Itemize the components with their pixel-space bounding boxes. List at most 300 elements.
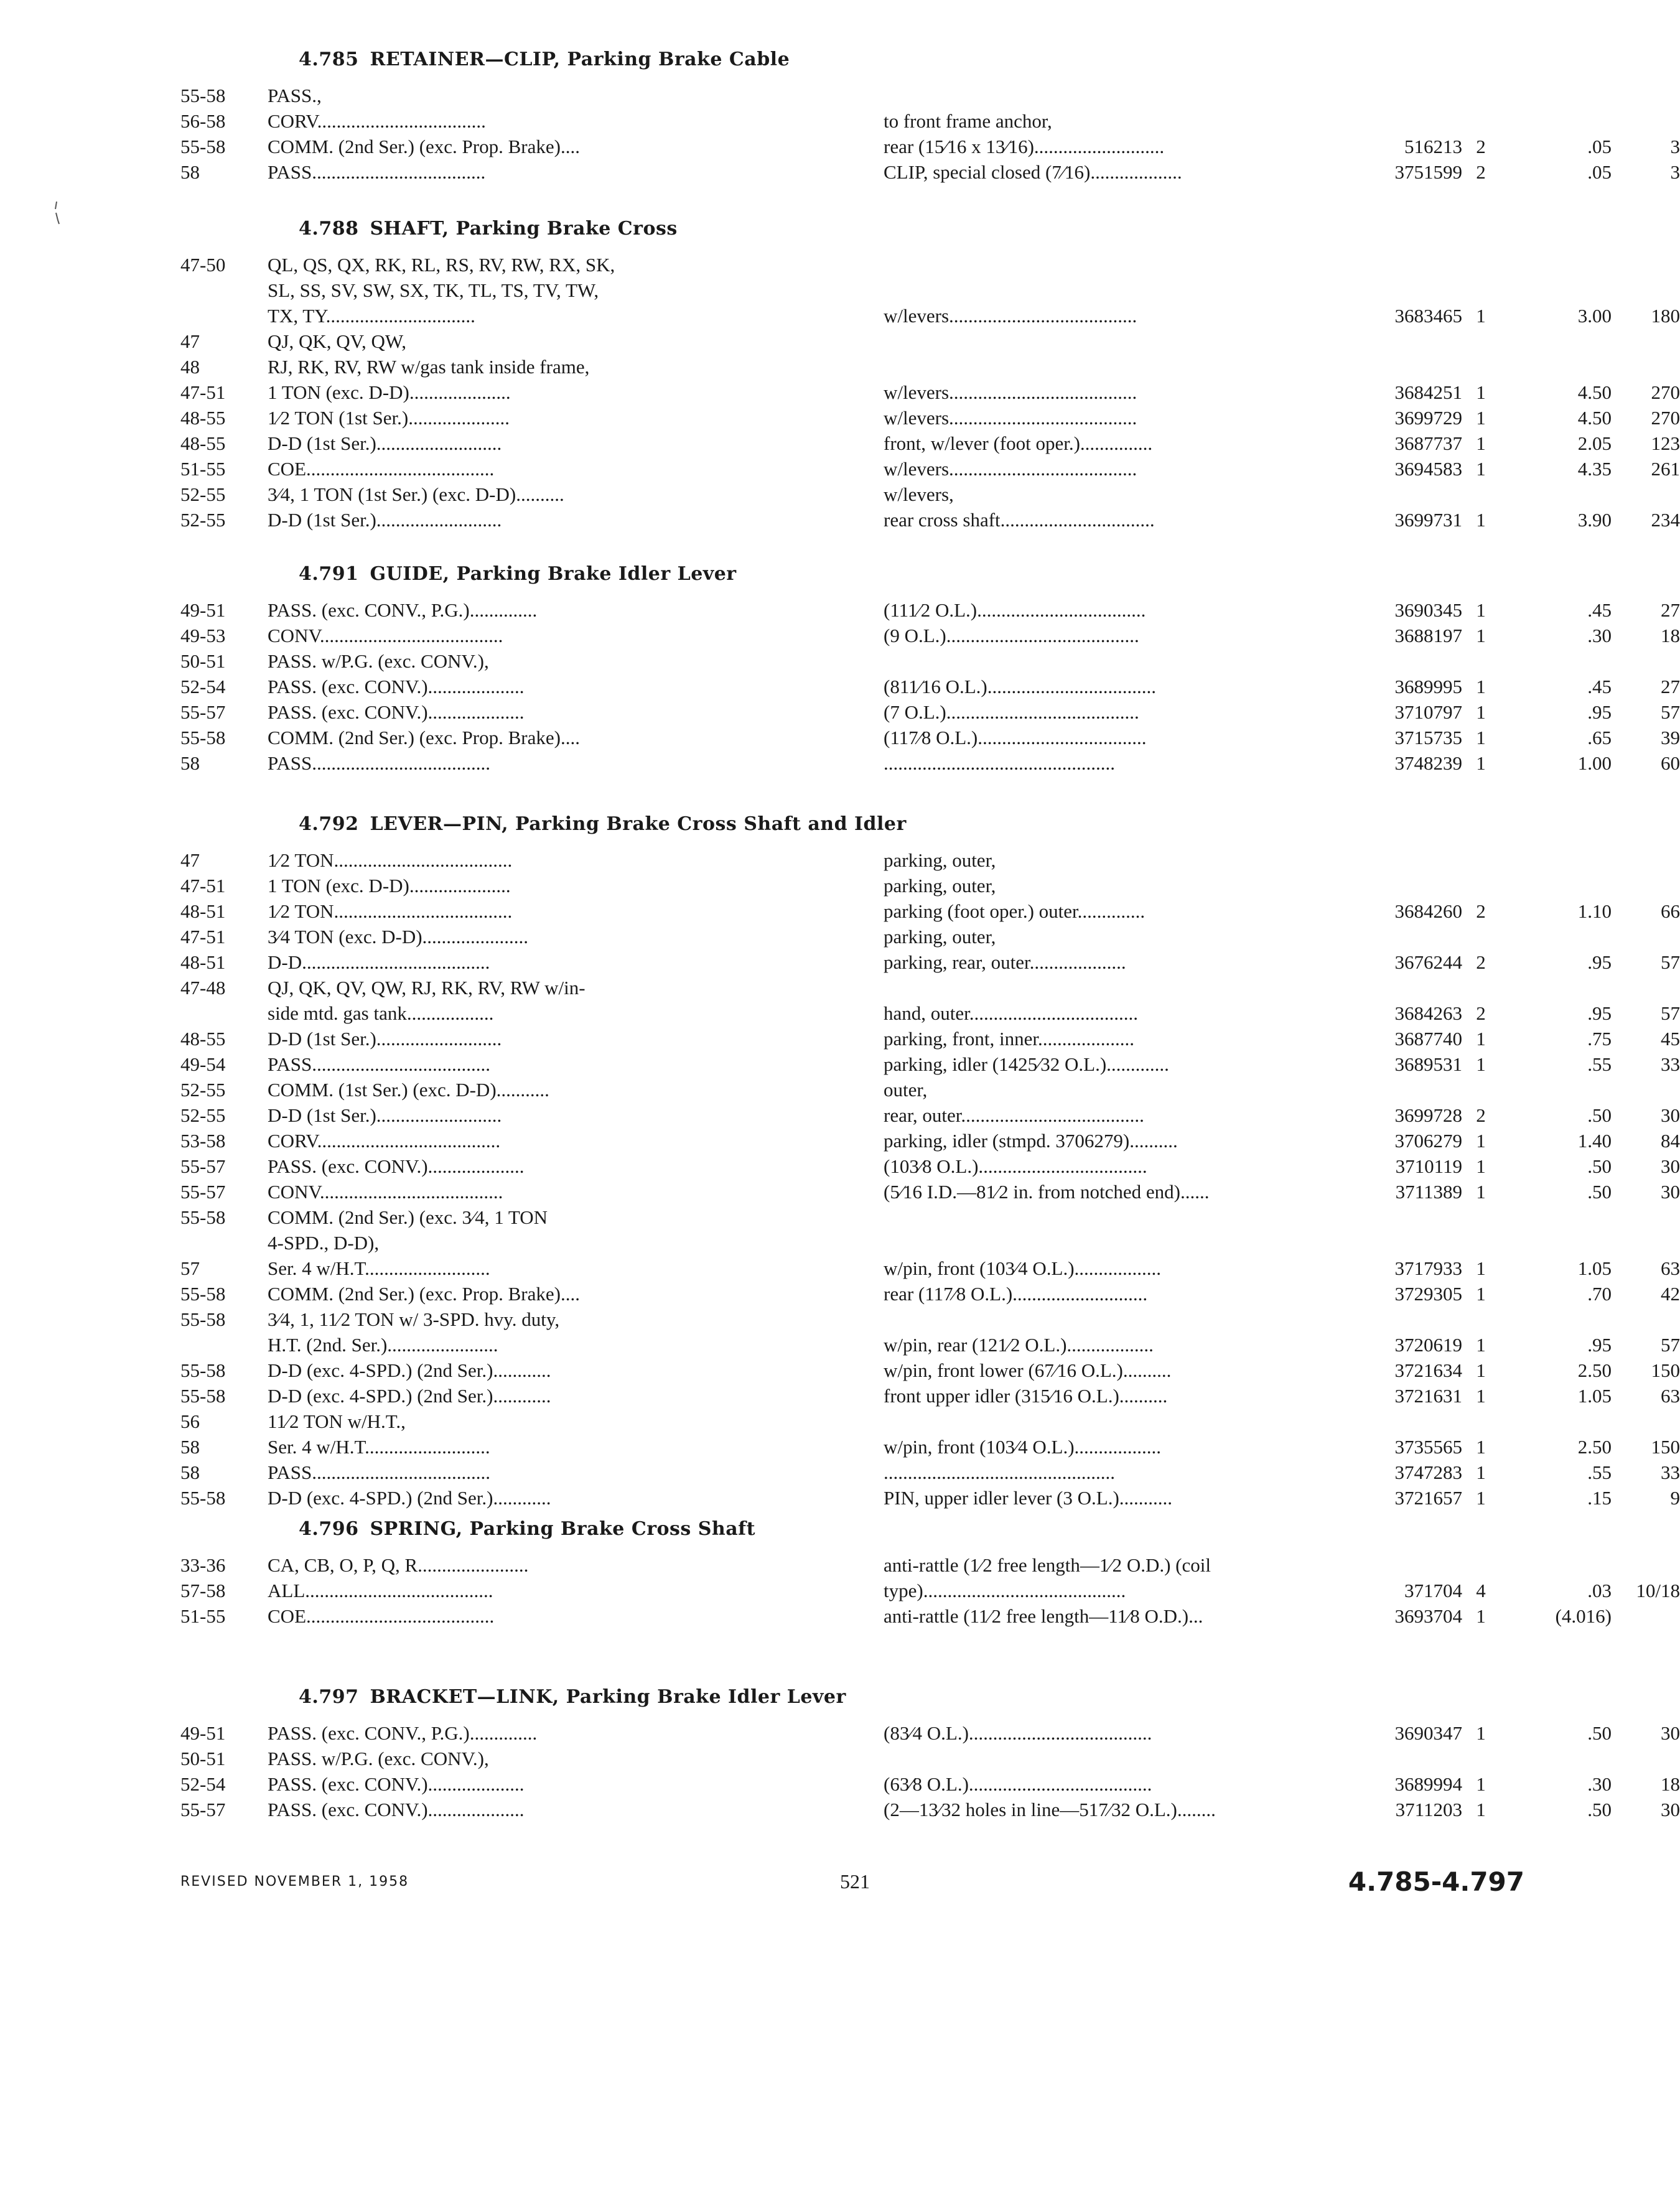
cell-year: 47-48 xyxy=(180,977,226,999)
cell-amt: 45 xyxy=(1661,1028,1680,1050)
cell-year: 56 xyxy=(180,1410,200,1432)
cell-amt: 270 xyxy=(1651,407,1680,429)
table-row xyxy=(180,674,1680,699)
cell-amt: 18 xyxy=(1661,1773,1680,1795)
table-row xyxy=(180,508,1680,533)
table-row xyxy=(180,751,1680,776)
cell-amt: 39 xyxy=(1661,727,1680,748)
cell-qty: 1 xyxy=(1476,727,1486,748)
cell-amt: 57 xyxy=(1661,951,1680,973)
cell-qty: 1 xyxy=(1476,1359,1486,1381)
cell-qty: 1 xyxy=(1476,1773,1486,1795)
section-title: LEVER—PIN, Parking Brake Cross Shaft and Idler xyxy=(370,813,907,835)
cell-qty: 2 xyxy=(1476,136,1486,157)
cell-year: 48-51 xyxy=(180,951,226,973)
cell-price: .45 xyxy=(1587,676,1612,697)
cell-qty: 1 xyxy=(1476,599,1486,621)
section-number: 4.791 xyxy=(299,563,359,585)
cell-app: QL, QS, QX, RK, RL, RS, RV, RW, RX, SK, xyxy=(268,254,615,276)
table-row xyxy=(180,1231,1512,1256)
cell-year: 47-51 xyxy=(180,926,226,948)
cell-app: 4-SPD., D-D), xyxy=(268,1232,380,1254)
cell-price: .95 xyxy=(1587,1002,1612,1024)
cell-desc: rear, outer...................................... xyxy=(884,1104,1144,1126)
cell-price: .50 xyxy=(1587,1799,1612,1820)
cell-app: Ser. 4 w/H.T.......................... xyxy=(268,1257,490,1279)
cell-app: RJ, RK, RV, RW w/gas tank inside frame, xyxy=(268,356,590,378)
cell-desc: w/pin, rear (121⁄2 O.L.).................. xyxy=(884,1334,1154,1356)
table-row xyxy=(180,1772,1680,1797)
cell-amt: 30 xyxy=(1661,1104,1680,1126)
cell-year: 56-58 xyxy=(180,110,226,132)
cell-year: 57-58 xyxy=(180,1580,226,1601)
cell-year: 48-55 xyxy=(180,407,226,429)
cell-app: CORV................................... xyxy=(268,110,486,132)
cell-app: SL, SS, SV, SW, SX, TK, TL, TS, TV, TW, xyxy=(268,279,599,301)
cell-part: 3717933 xyxy=(1394,1257,1462,1279)
cell-amt: 63 xyxy=(1661,1385,1680,1407)
cell-part: 3735565 xyxy=(1394,1436,1462,1458)
section-number: 4.792 xyxy=(299,813,359,835)
cell-part: 3715735 xyxy=(1394,727,1462,748)
cell-part: 3699729 xyxy=(1394,407,1462,429)
table-row xyxy=(180,1180,1680,1204)
table-row xyxy=(180,1256,1680,1281)
table-row xyxy=(180,457,1680,482)
cell-desc: parking, rear, outer.................... xyxy=(884,951,1126,973)
cell-amt: 66 xyxy=(1661,900,1680,922)
cell-desc: PIN, upper idler lever (3 O.L.)........... xyxy=(884,1487,1173,1509)
section-title: SPRING, Parking Brake Cross Shaft xyxy=(370,1518,755,1540)
cell-year: 55-58 xyxy=(180,136,226,157)
table-row xyxy=(180,976,1512,1000)
cell-part: 3684263 xyxy=(1394,1002,1462,1024)
cell-year: 50-51 xyxy=(180,1748,226,1769)
cell-part: 3687737 xyxy=(1394,432,1462,454)
cell-app: CA, CB, O, P, Q, R....................... xyxy=(268,1554,529,1576)
cell-desc: w/levers....................................... xyxy=(884,381,1137,403)
cell-qty: 1 xyxy=(1476,1334,1486,1356)
cell-price: .05 xyxy=(1587,136,1612,157)
table-row xyxy=(180,109,1512,134)
cell-year: 55-57 xyxy=(180,701,226,723)
cell-price: 2.50 xyxy=(1577,1436,1612,1458)
cell-app: ALL....................................... xyxy=(268,1580,493,1601)
cell-qty: 1 xyxy=(1476,305,1486,327)
cell-price: 3.90 xyxy=(1577,509,1612,531)
cell-part: 3690347 xyxy=(1394,1722,1462,1744)
cell-price: 1.40 xyxy=(1577,1130,1612,1152)
cell-qty: 2 xyxy=(1476,900,1486,922)
cell-qty: 1 xyxy=(1476,1283,1486,1305)
table-row xyxy=(180,1435,1680,1460)
cell-part: 3690345 xyxy=(1394,599,1462,621)
cell-app: COE....................................... xyxy=(268,458,495,480)
cell-price: .55 xyxy=(1587,1461,1612,1483)
cell-desc: (83⁄4 O.L.)...................................... xyxy=(884,1722,1152,1744)
cell-qty: 1 xyxy=(1476,625,1486,646)
cell-app: 3⁄4, 1 TON (1st Ser.) (exc. D-D).......... xyxy=(268,483,564,505)
table-row xyxy=(180,725,1680,750)
cell-qty: 1 xyxy=(1476,432,1486,454)
table-row xyxy=(180,1409,1512,1434)
cell-desc: w/levers....................................... xyxy=(884,407,1137,429)
cell-part: 3710119 xyxy=(1395,1155,1462,1177)
cell-year: 52-55 xyxy=(180,483,226,505)
cell-app: CONV...................................... xyxy=(268,1181,503,1203)
cell-price: .50 xyxy=(1587,1155,1612,1177)
section-number: 4.797 xyxy=(299,1686,359,1708)
cell-amt: 63 xyxy=(1661,1257,1680,1279)
table-row xyxy=(180,482,1512,507)
table-row xyxy=(180,1384,1680,1409)
section-title: BRACKET—LINK, Parking Brake Idler Lever xyxy=(370,1686,846,1708)
cell-app: D-D (exc. 4-SPD.) (2nd Ser.)............ xyxy=(268,1385,551,1407)
cell-qty: 2 xyxy=(1476,1002,1486,1024)
cell-app: QJ, QK, QV, QW, RJ, RK, RV, RW w/in- xyxy=(268,977,586,999)
cell-app: PASS..................................... xyxy=(268,752,491,774)
table-row xyxy=(180,1746,1512,1771)
cell-qty: 2 xyxy=(1476,951,1486,973)
section-heading xyxy=(299,563,737,585)
cell-part: 3676244 xyxy=(1394,951,1462,973)
cell-desc: parking (foot oper.) outer.............. xyxy=(884,900,1146,922)
cell-year: 55-58 xyxy=(180,727,226,748)
cell-part: 3721657 xyxy=(1394,1487,1462,1509)
cell-app: PASS. w/P.G. (exc. CONV.), xyxy=(268,1748,489,1769)
cell-desc: parking, front, inner.................... xyxy=(884,1028,1134,1050)
cell-price: .55 xyxy=(1587,1053,1612,1075)
cell-app: COMM. (2nd Ser.) (exc. Prop. Brake).... xyxy=(268,136,580,157)
cell-app: 1⁄2 TON (1st Ser.)..................... xyxy=(268,407,510,429)
cell-price: 4.50 xyxy=(1577,381,1612,403)
cell-app: 11⁄2 TON w/H.T., xyxy=(268,1410,406,1432)
cell-part: 3689995 xyxy=(1394,676,1462,697)
cell-year: 52-54 xyxy=(180,1773,226,1795)
cell-qty: 1 xyxy=(1476,1799,1486,1820)
cell-price: .65 xyxy=(1587,727,1612,748)
cell-part: 3747283 xyxy=(1394,1461,1462,1483)
cell-part: 3694583 xyxy=(1394,458,1462,480)
section-heading xyxy=(299,218,678,240)
table-row xyxy=(180,1460,1680,1485)
cell-qty: 1 xyxy=(1476,1028,1486,1050)
cell-part: 3683465 xyxy=(1394,305,1462,327)
cell-desc: w/levers....................................... xyxy=(884,458,1137,480)
cell-app: 3⁄4, 1, 11⁄2 TON w/ 3-SPD. hvy. duty, xyxy=(268,1308,560,1330)
cell-desc: parking, idler (stmpd. 3706279).......... xyxy=(884,1130,1178,1152)
cell-desc: w/pin, front lower (67⁄16 O.L.).......... xyxy=(884,1359,1172,1381)
cell-app: side mtd. gas tank.................. xyxy=(268,1002,494,1024)
cell-year: 52-54 xyxy=(180,676,226,697)
cell-year: 47 xyxy=(180,849,200,871)
section-title: SHAFT, Parking Brake Cross xyxy=(370,218,678,240)
cell-part: 3729305 xyxy=(1394,1283,1462,1305)
table-row xyxy=(180,329,1512,354)
cell-part: 3689994 xyxy=(1394,1773,1462,1795)
cell-app: CONV...................................... xyxy=(268,625,503,646)
cell-app: COMM. (2nd Ser.) (exc. 3⁄4, 1 TON xyxy=(268,1206,548,1228)
cell-amt: 123 xyxy=(1651,432,1680,454)
cell-year: 47 xyxy=(180,330,200,352)
cell-app: D-D (1st Ser.).......................... xyxy=(268,509,502,531)
cell-desc: front upper idler (315⁄16 O.L.).......... xyxy=(884,1385,1168,1407)
table-row xyxy=(180,1553,1512,1578)
table-row xyxy=(180,925,1512,949)
cell-qty: 1 xyxy=(1476,1155,1486,1177)
table-row xyxy=(180,253,1512,277)
cell-app: COE....................................... xyxy=(268,1605,495,1627)
revision-date: REVISED NOVEMBER 1, 1958 xyxy=(180,1874,409,1889)
cell-year: 55-57 xyxy=(180,1155,226,1177)
table-row xyxy=(180,134,1680,159)
cell-desc: parking, outer, xyxy=(884,926,996,948)
cell-amt: 9 xyxy=(1670,1487,1680,1509)
cell-year: 49-51 xyxy=(180,599,226,621)
table-row xyxy=(180,160,1680,185)
cell-amt: 234 xyxy=(1651,509,1680,531)
cell-app: PASS. (exc. CONV.).................... xyxy=(268,1773,525,1795)
cell-qty: 1 xyxy=(1476,1436,1486,1458)
cell-qty: 1 xyxy=(1476,1487,1486,1509)
section-heading xyxy=(299,1518,755,1540)
cell-year: 48-55 xyxy=(180,432,226,454)
cell-price: 2.50 xyxy=(1577,1359,1612,1381)
cell-app: COMM. (2nd Ser.) (exc. Prop. Brake).... xyxy=(268,1283,580,1305)
cell-year: 52-55 xyxy=(180,509,226,531)
cell-app: D-D....................................... xyxy=(268,951,490,973)
cell-desc: front, w/lever (foot oper.)............... xyxy=(884,432,1153,454)
table-row xyxy=(180,1078,1512,1102)
cell-year: 57 xyxy=(180,1257,200,1279)
cell-price: 1.05 xyxy=(1577,1385,1612,1407)
cell-desc: parking, outer, xyxy=(884,875,996,897)
cell-app: PASS. (exc. CONV.).................... xyxy=(268,701,525,723)
scan-mark xyxy=(54,200,60,225)
cell-year: 48-51 xyxy=(180,900,226,922)
cell-app: QJ, QK, QV, QW, xyxy=(268,330,407,352)
cell-app: PASS..................................... xyxy=(268,1053,491,1075)
cell-price: 1.05 xyxy=(1577,1257,1612,1279)
cell-price: .95 xyxy=(1587,951,1612,973)
section-number: 4.785 xyxy=(299,49,359,70)
cell-qty: 1 xyxy=(1476,1605,1486,1627)
cell-year: 47-51 xyxy=(180,875,226,897)
cell-app: D-D (1st Ser.).......................... xyxy=(268,1028,502,1050)
cell-amt: 42 xyxy=(1661,1283,1680,1305)
cell-part: 3688197 xyxy=(1394,625,1462,646)
table-row xyxy=(180,431,1680,456)
section-number: 4.788 xyxy=(299,218,359,240)
cell-app: TX, TY............................... xyxy=(268,305,475,327)
cell-app: PASS. w/P.G. (exc. CONV.), xyxy=(268,650,489,672)
cell-app: 3⁄4 TON (exc. D-D)...................... xyxy=(268,926,529,948)
cell-desc: (103⁄8 O.L.)................................... xyxy=(884,1155,1147,1177)
cell-year: 58 xyxy=(180,161,200,183)
table-row xyxy=(180,83,1512,108)
cell-part: 516213 xyxy=(1404,136,1462,157)
table-row xyxy=(180,1604,1612,1629)
table-row xyxy=(180,1721,1680,1746)
table-row xyxy=(180,1797,1680,1822)
cell-amt: 150 xyxy=(1651,1359,1680,1381)
cell-price: .50 xyxy=(1587,1722,1612,1744)
cell-price: 2.05 xyxy=(1577,432,1612,454)
cell-app: CORV...................................... xyxy=(268,1130,501,1152)
cell-part: 3684251 xyxy=(1394,381,1462,403)
cell-qty: 1 xyxy=(1476,1385,1486,1407)
cell-desc: (811⁄16 O.L.)................................... xyxy=(884,676,1156,697)
cell-amt: 270 xyxy=(1651,381,1680,403)
cell-qty: 1 xyxy=(1476,509,1486,531)
table-row xyxy=(180,1307,1512,1332)
table-row xyxy=(180,1129,1680,1153)
cell-price: .30 xyxy=(1587,1773,1612,1795)
table-row xyxy=(180,1103,1680,1128)
cell-app: PASS.................................... xyxy=(268,161,486,183)
cell-app: 1 TON (exc. D-D)..................... xyxy=(268,381,511,403)
cell-app: D-D (1st Ser.).......................... xyxy=(268,1104,502,1126)
cell-desc: (2—13⁄32 holes in line—517⁄32 O.L.)........ xyxy=(884,1799,1216,1820)
cell-amt: 57 xyxy=(1661,701,1680,723)
cell-desc: w/pin, front (103⁄4 O.L.).................. xyxy=(884,1257,1162,1279)
cell-qty: 1 xyxy=(1476,1130,1486,1152)
cell-price: .45 xyxy=(1587,599,1612,621)
cell-qty: 1 xyxy=(1476,701,1486,723)
cell-qty: 1 xyxy=(1476,1722,1486,1744)
table-row xyxy=(180,1001,1680,1026)
cell-price: .95 xyxy=(1587,1334,1612,1356)
cell-year: 53-58 xyxy=(180,1130,226,1152)
cell-qty: 1 xyxy=(1476,381,1486,403)
table-row xyxy=(180,1486,1680,1511)
cell-desc: w/levers....................................... xyxy=(884,305,1137,327)
cell-year: 48-55 xyxy=(180,1028,226,1050)
cell-year: 49-51 xyxy=(180,1722,226,1744)
cell-app: H.T. (2nd. Ser.)....................... xyxy=(268,1334,498,1356)
cell-qty: 1 xyxy=(1476,407,1486,429)
table-row xyxy=(180,278,1512,303)
cell-price: .95 xyxy=(1587,701,1612,723)
cell-amt: 30 xyxy=(1661,1155,1680,1177)
cell-price: .30 xyxy=(1587,625,1612,646)
cell-part: 3748239 xyxy=(1394,752,1462,774)
cell-qty: 4 xyxy=(1476,1580,1486,1601)
cell-part: 3751599 xyxy=(1394,161,1462,183)
cell-app: PASS. (exc. CONV., P.G.).............. xyxy=(268,599,538,621)
cell-price: .05 xyxy=(1587,161,1612,183)
cell-price: .03 xyxy=(1587,1580,1612,1601)
cell-amt: 3 xyxy=(1670,161,1680,183)
table-row xyxy=(180,899,1680,924)
cell-desc: rear cross shaft................................ xyxy=(884,509,1155,531)
cell-app: PASS. (exc. CONV., P.G.).............. xyxy=(268,1722,538,1744)
cell-amt: 261 xyxy=(1651,458,1680,480)
cell-part: 3710797 xyxy=(1394,701,1462,723)
cell-year: 55-58 xyxy=(180,1206,226,1228)
cell-desc: (63⁄8 O.L.)...................................... xyxy=(884,1773,1152,1795)
table-row xyxy=(180,355,1512,380)
cell-price: .15 xyxy=(1587,1487,1612,1509)
cell-year: 47-50 xyxy=(180,254,226,276)
cell-amt: 33 xyxy=(1661,1461,1680,1483)
cell-qty: 1 xyxy=(1476,1053,1486,1075)
cell-price: .75 xyxy=(1587,1028,1612,1050)
cell-year: 58 xyxy=(180,1436,200,1458)
cell-desc: parking, idler (1425⁄32 O.L.)............. xyxy=(884,1053,1169,1075)
cell-part: 3721634 xyxy=(1394,1359,1462,1381)
cell-year: 52-55 xyxy=(180,1079,226,1101)
cell-price: 4.50 xyxy=(1577,407,1612,429)
cell-desc: (5⁄16 I.D.—81⁄2 in. from notched end)...... xyxy=(884,1181,1210,1203)
table-row xyxy=(180,1027,1680,1051)
cell-year: 58 xyxy=(180,752,200,774)
cell-app: 1 TON (exc. D-D)..................... xyxy=(268,875,511,897)
cell-app: D-D (exc. 4-SPD.) (2nd Ser.)............ xyxy=(268,1359,551,1381)
cell-desc: outer, xyxy=(884,1079,928,1101)
cell-app: 1⁄2 TON..................................... xyxy=(268,849,513,871)
cell-price: 1.10 xyxy=(1577,900,1612,922)
cell-desc: parking, outer, xyxy=(884,849,996,871)
cell-app: D-D (exc. 4-SPD.) (2nd Ser.)............ xyxy=(268,1487,551,1509)
cell-year: 47-51 xyxy=(180,381,226,403)
cell-price: 4.35 xyxy=(1577,458,1612,480)
cell-desc: rear (15⁄16 x 13⁄16)........................... xyxy=(884,136,1165,157)
cell-desc: rear (117⁄8 O.L.)............................ xyxy=(884,1283,1148,1305)
section-heading xyxy=(299,49,790,70)
cell-desc: ................................................ xyxy=(884,1461,1115,1483)
cell-app: PASS. (exc. CONV.).................... xyxy=(268,676,525,697)
cell-price: (4.016) xyxy=(1555,1605,1612,1627)
table-row xyxy=(180,700,1680,725)
page-number: 521 xyxy=(840,1870,870,1893)
cell-qty: 1 xyxy=(1476,458,1486,480)
table-row xyxy=(180,1578,1680,1603)
cell-amt: 180 xyxy=(1651,305,1680,327)
cell-app: D-D (1st Ser.).......................... xyxy=(268,432,502,454)
cell-part: 3699728 xyxy=(1394,1104,1462,1126)
cell-year: 55-57 xyxy=(180,1799,226,1820)
cell-desc: (9 O.L.)........................................ xyxy=(884,625,1139,646)
table-row xyxy=(180,1052,1680,1077)
section-heading xyxy=(299,813,907,835)
table-row xyxy=(180,848,1512,873)
cell-app: PASS. (exc. CONV.).................... xyxy=(268,1799,525,1820)
cell-price: 1.00 xyxy=(1577,752,1612,774)
cell-year: 55-58 xyxy=(180,1283,226,1305)
cell-desc: w/pin, front (103⁄4 O.L.).................. xyxy=(884,1436,1162,1458)
cell-app: COMM. (1st Ser.) (exc. D-D)........... xyxy=(268,1079,549,1101)
table-row xyxy=(180,950,1680,975)
cell-amt: 57 xyxy=(1661,1002,1680,1024)
cell-qty: 1 xyxy=(1476,676,1486,697)
cell-year: 52-55 xyxy=(180,1104,226,1126)
table-row xyxy=(180,874,1512,898)
cell-amt: 33 xyxy=(1661,1053,1680,1075)
cell-amt: 10/18 xyxy=(1636,1580,1680,1601)
section-title: GUIDE, Parking Brake Idler Lever xyxy=(370,563,737,585)
table-row xyxy=(180,380,1680,405)
cell-qty: 2 xyxy=(1476,1104,1486,1126)
cell-price: .50 xyxy=(1587,1104,1612,1126)
cell-part: 3693704 xyxy=(1394,1605,1462,1627)
cell-year: 49-53 xyxy=(180,625,226,646)
cell-desc: anti-rattle (1⁄2 free length—1⁄2 O.D.) (coil xyxy=(884,1554,1211,1576)
cell-desc: type).......................................... xyxy=(884,1580,1126,1601)
cell-desc: (7 O.L.)........................................ xyxy=(884,701,1139,723)
cell-amt: 3 xyxy=(1670,136,1680,157)
cell-qty: 2 xyxy=(1476,161,1486,183)
